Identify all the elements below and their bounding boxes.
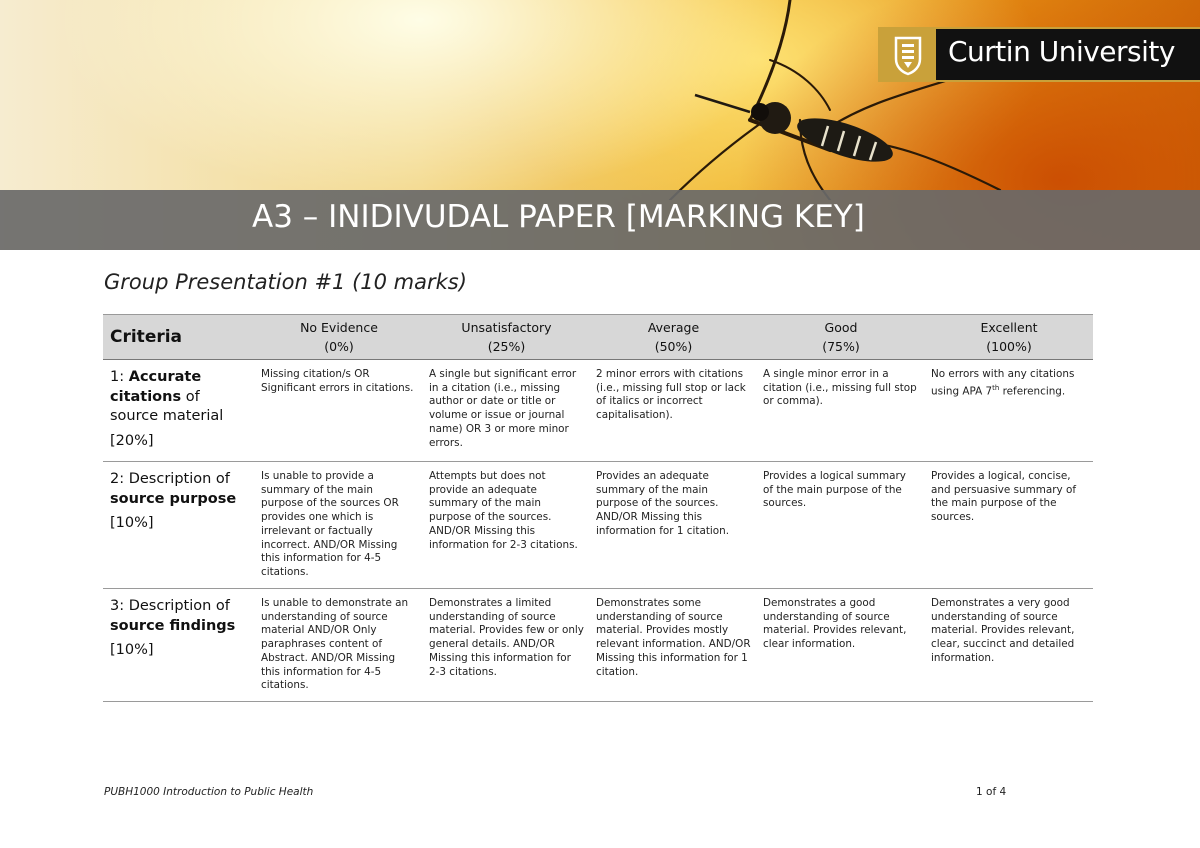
descriptor-cell: Provides a logical summary of the main purpose of the sources. [757,462,925,589]
descriptor-cell: Provides a logical, concise, and persuasive summary of the main purpose of the sources. [925,462,1093,589]
level-header: Excellent (100%) [925,315,1093,360]
descriptor-cell: Is unable to provide a summary of the main purpose of the sources OR provides one which is irrelevant or factually incorrect. AND/OR Missing this information for 4-5 citations. [255,462,423,589]
title-bar [0,190,1200,250]
descriptor-cell: Demonstrates some understanding of source material. Provides mostly relevant information. AND/OR Missing this information for 1 citation. [590,589,757,702]
level-header: Good (75%) [757,315,925,360]
descriptor-cell: Is unable to demonstrate an understanding of source material AND/OR Only paraphrases content of Abstract. AND/OR Missing this information for 4-5 citations. [255,589,423,702]
descriptor-cell: Missing citation/s OR Significant errors in citations. [255,360,423,462]
footer-course: PUBH1000 Introduction to Public Health [104,786,314,798]
footer-page-number: 1 of 4 [976,786,1007,798]
descriptor-cell: Demonstrates a very good understanding of source material. Provides relevant, clear, succinct and detailed information. [925,589,1093,702]
descriptor-cell: Demonstrates a limited understanding of source material. Provides few or only general details. AND/OR Missing this information for 2-3 citations. [423,589,590,702]
criterion-cell: 3: Description of source findings [10%] [103,589,255,702]
header-banner [0,0,1200,250]
descriptor-cell: Provides an adequate summary of the main purpose of the sources. AND/OR Missing this information for 1 citation. [590,462,757,589]
descriptor-cell: A single minor error in a citation (i.e., missing full stop or comma). [757,360,925,462]
criterion-cell: 2: Description of source purpose [10%] [103,462,255,589]
criterion-cell: 1: Accurate citations of source material [20%] [103,360,255,462]
level-header: Unsatisfactory (25%) [423,315,590,360]
marking-rubric-table [103,314,1093,702]
descriptor-cell: 2 minor errors with citations (i.e., missing full stop or lack of italics or incorrect capitalisation). [590,360,757,462]
level-header: No Evidence (0%) [255,315,423,360]
page-title: A3 – INIDIVUDAL PAPER [MARKING KEY] [252,199,865,235]
criteria-header: Criteria [103,315,255,360]
curtin-logo [878,27,1200,82]
descriptor-cell: No errors with any citations using APA 7th referencing. [925,360,1093,462]
descriptor-cell: A single but significant error in a citation (i.e., missing author or date or title or volume or issue or journal name) OR 3 or more minor errors. [423,360,590,462]
table-header-row [103,315,1093,360]
descriptor-cell: Attempts but does not provide an adequate summary of the main purpose of the sources. AND/OR Missing this information for 2-3 citations. [423,462,590,589]
table-row [103,360,1093,462]
university-name: Curtin University [948,35,1175,68]
section-heading: Group Presentation #1 (10 marks) [104,270,467,294]
descriptor-cell: Demonstrates a good understanding of source material. Provides relevant, clear information. [757,589,925,702]
table-row [103,462,1093,589]
level-header: Average (50%) [590,315,757,360]
table-row [103,589,1093,702]
curtin-crest-icon [880,29,936,80]
